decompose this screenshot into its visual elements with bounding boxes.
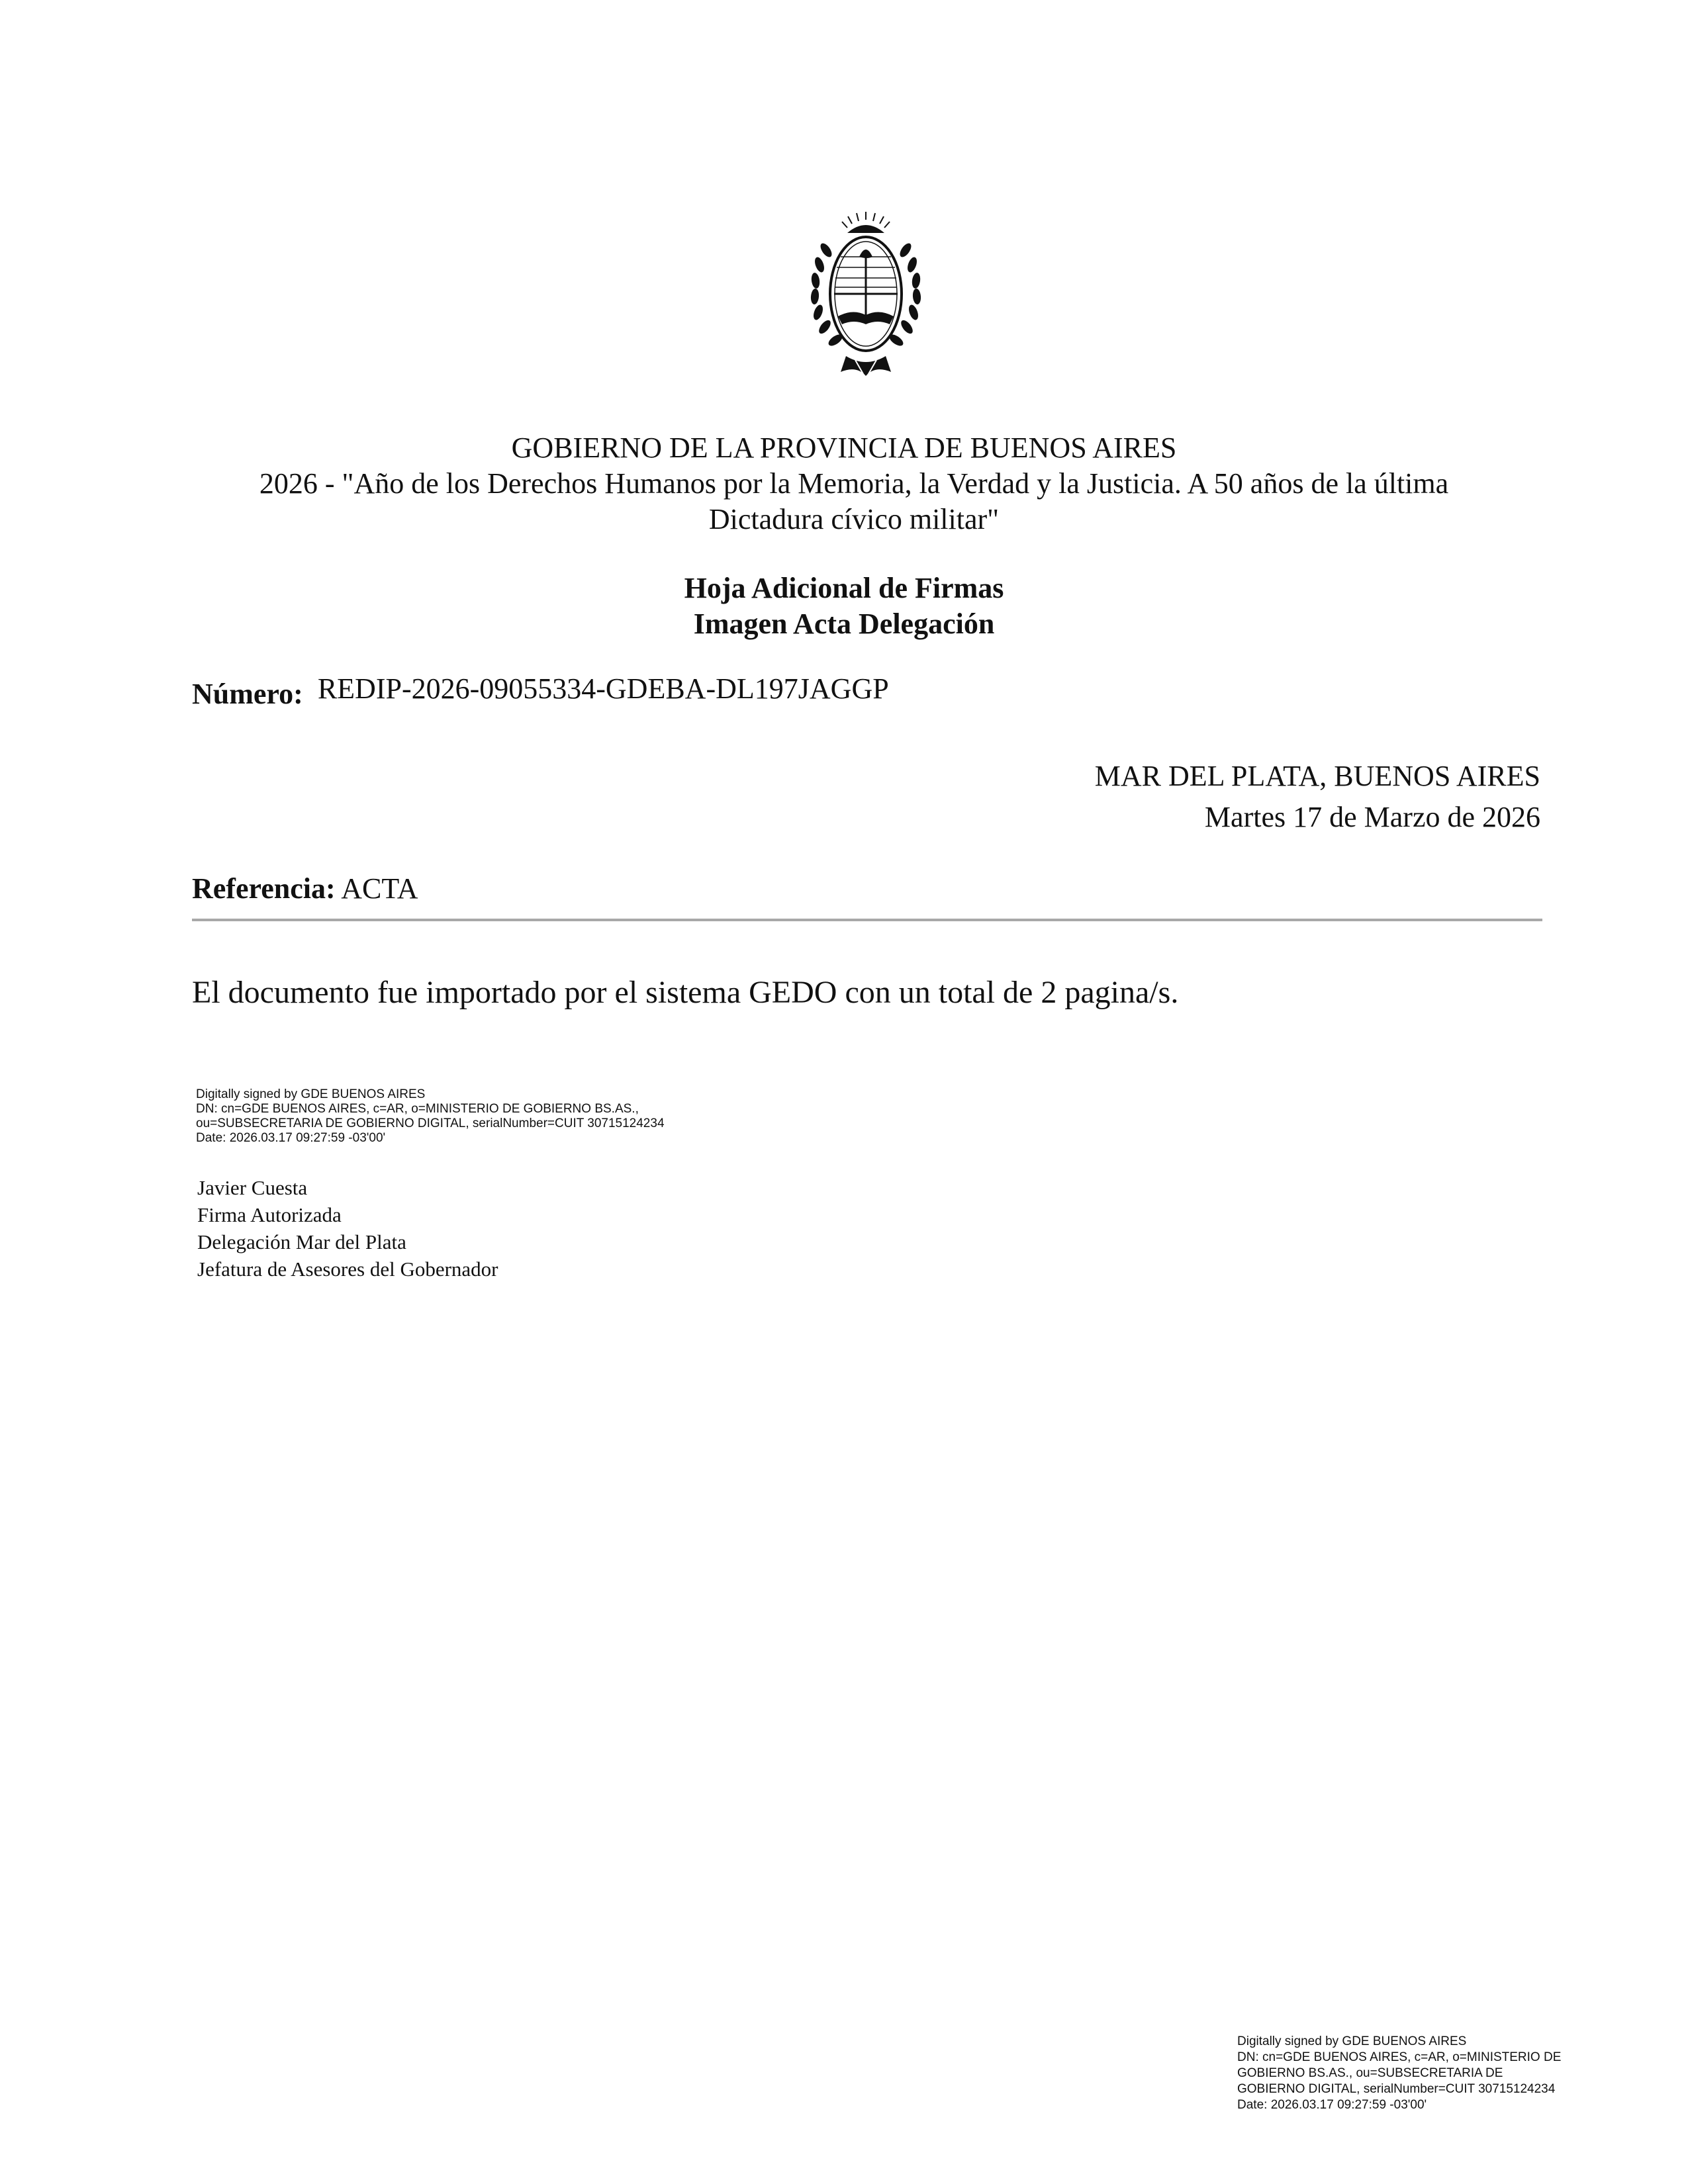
reference-value: ACTA bbox=[341, 872, 418, 905]
signer-office: Delegación Mar del Plata bbox=[197, 1230, 406, 1253]
year-motto-line-2: Dictadura cívico militar" bbox=[708, 503, 1000, 535]
divider bbox=[192, 919, 1542, 921]
date: Martes 17 de Marzo de 2026 bbox=[1204, 801, 1540, 833]
reference bbox=[192, 871, 418, 907]
signature-stamp-line: ou=SUBSECRETARIA DE GOBIERNO DIGITAL, serialNumber=CUIT 30715124234 bbox=[196, 1116, 665, 1130]
signer-name: Javier Cuesta bbox=[197, 1176, 308, 1199]
document-title-line-2: Imagen Acta Delegación bbox=[693, 608, 995, 640]
footer-stamp-line: DN: cn=GDE BUENOS AIRES, c=AR, o=MINISTERIO DE bbox=[1237, 2050, 1562, 2064]
year-motto bbox=[192, 466, 1516, 537]
footer-stamp-line: GOBIERNO BS.AS., ou=SUBSECRETARIA DE bbox=[1237, 2066, 1503, 2080]
digital-signature-stamp bbox=[196, 1087, 665, 1146]
signature-stamp-line: Digitally signed by GDE BUENOS AIRES bbox=[196, 1087, 426, 1101]
government-header: GOBIERNO DE LA PROVINCIA DE BUENOS AIRES bbox=[511, 432, 1177, 464]
signer-department: Jefatura de Asesores del Gobernador bbox=[197, 1257, 498, 1281]
footer-stamp-line: GOBIERNO DIGITAL, serialNumber=CUIT 30715124234 bbox=[1237, 2082, 1556, 2096]
signature-stamp-line: Date: 2026.03.17 09:27:59 -03'00' bbox=[196, 1131, 386, 1145]
signer-info bbox=[197, 1174, 498, 1283]
document-number-label: Número: bbox=[192, 678, 303, 710]
place-and-date bbox=[1095, 756, 1540, 838]
place: MAR DEL PLATA, BUENOS AIRES bbox=[1094, 760, 1540, 792]
footer-stamp-line: Digitally signed by GDE BUENOS AIRES bbox=[1237, 2034, 1467, 2048]
document-number bbox=[192, 672, 889, 712]
signer-role: Firma Autorizada bbox=[197, 1203, 342, 1226]
coat-of-arms-seal bbox=[806, 210, 925, 380]
signature-stamp-line: DN: cn=GDE BUENOS AIRES, c=AR, o=MINISTERIO DE GOBIERNO BS.AS., bbox=[196, 1102, 639, 1116]
document-number-value: REDIP-2026-09055334-GDEBA-DL197JAGGP bbox=[317, 672, 889, 705]
footer-stamp-line: Date: 2026.03.17 09:27:59 -03'00' bbox=[1237, 2098, 1427, 2112]
footer-signature-stamp bbox=[1237, 2034, 1561, 2113]
year-motto-line-1: 2026 - "Año de los Derechos Humanos por la Memoria, la Verdad y la Justicia. A 50 años de la última bbox=[259, 467, 1449, 500]
body-text: El documento fue importado por el sistema GEDO con un total de 2 pagina/s. bbox=[192, 975, 1179, 1010]
document-title bbox=[132, 570, 1556, 642]
document-title-line-1: Hoja Adicional de Firmas bbox=[684, 572, 1004, 604]
reference-label: Referencia: bbox=[192, 872, 336, 905]
